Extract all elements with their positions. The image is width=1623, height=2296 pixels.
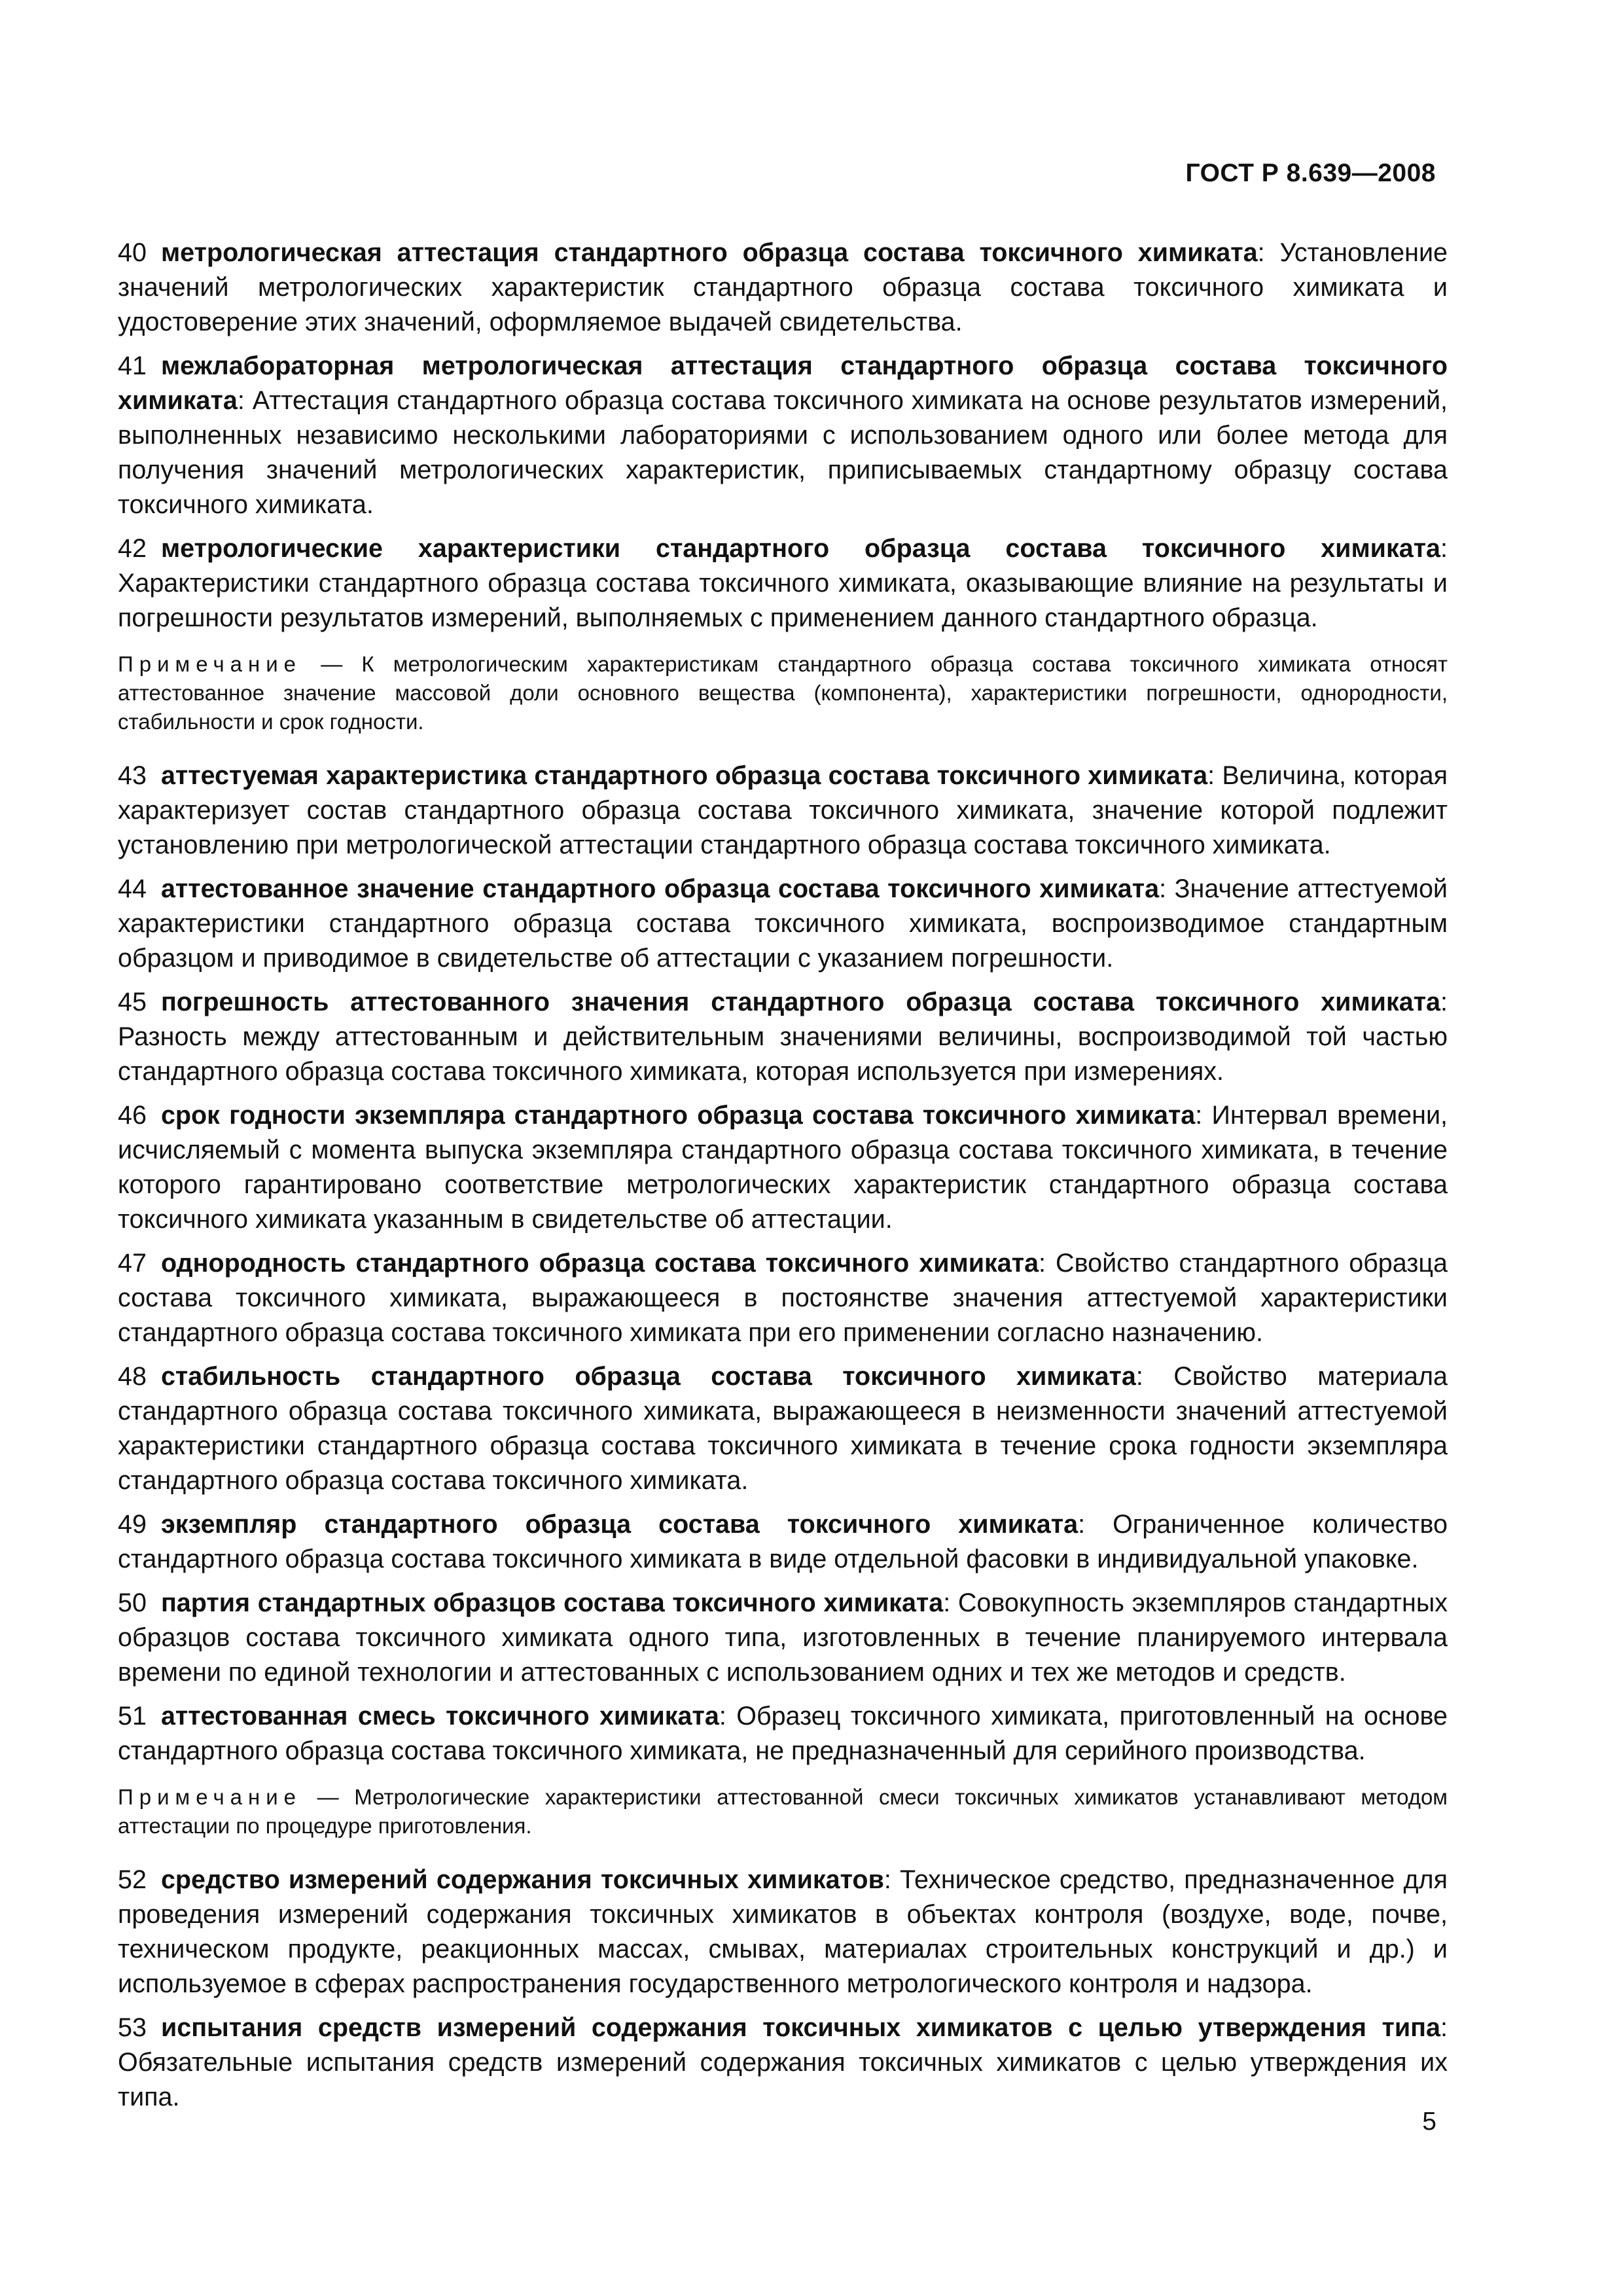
term-45 xyxy=(118,985,1448,1089)
term-43 xyxy=(118,759,1448,863)
term-name: метрологические характеристики стандартного образца состава токсичного химиката xyxy=(160,534,1441,563)
term-definition: : Разность между аттестованным и действительным значениями величины, воспроизводимой той частью стандартного образца состава токсичного химиката, которая используется при измерениях. xyxy=(118,988,1448,1086)
note-label: Примечание xyxy=(118,1785,302,1809)
term-number: 43 xyxy=(118,761,147,790)
term-48 xyxy=(118,1359,1448,1498)
term-name: аттестованная смесь токсичного химиката xyxy=(160,1702,719,1731)
term-name: аттестованное значение стандартного образца состава токсичного химиката xyxy=(160,874,1160,903)
term-name: испытания средств измерений содержания токсичных химикатов с целью утверждения типа xyxy=(160,2013,1441,2042)
term-number: 44 xyxy=(118,874,147,903)
term-name: аттестуемая характеристика стандартного образца состава токсичного химиката xyxy=(160,761,1208,790)
page-number: 5 xyxy=(1422,2108,1436,2136)
note-label: Примечание xyxy=(118,652,302,676)
term-number: 53 xyxy=(118,2013,147,2042)
term-definition: : Установление значений метрологических характеристик стандартного образца состава токсичного химиката и удостоверение этих значений, оформляемое выдачей свидетельства. xyxy=(118,238,1448,336)
terms-list xyxy=(118,236,1448,2124)
term-definition: : Техническое средство, предназначенное для проведения измерений содержания токсичных химикатов в объектах контроля (воздухе, воде, почве, техническом продукте, реакционных массах, смывах, материалах строительных конструкций и др.) и используемое в сферах распространения государственного метрологического контроля и надзора. xyxy=(118,1865,1448,1998)
term-number: 48 xyxy=(118,1362,147,1391)
term-53 xyxy=(118,2011,1448,2115)
term-definition: : Интервал времени, исчисляемый с момента выпуска экземпляра стандартного образца состава токсичного химиката, в течение которого гарантировано соответствие метрологических характеристик стандартного образца состава токсичного химиката указанным в свидетельстве об аттестации. xyxy=(118,1101,1448,1234)
term-name: метрологическая аттестация стандартного образца состава токсичного химиката xyxy=(160,238,1258,267)
term-definition: : Величина, которая характеризует состав стандартного образца состава токсичного химиката, значение которой подлежит установлению при метрологической аттестации стандартного образца состава токсичного химиката. xyxy=(118,761,1448,859)
term-47 xyxy=(118,1246,1448,1350)
term-number: 40 xyxy=(118,238,147,267)
term-41 xyxy=(118,349,1448,522)
note-text: — Метрологические характеристики аттестованной смеси токсичных химикатов устанавливают методом аттестации по процедуре приготовления. xyxy=(118,1785,1448,1838)
term-definition: : Обязательные испытания средств измерений содержания токсичных химикатов с целью утверждения их типа. xyxy=(118,2013,1448,2111)
term-52 xyxy=(118,1863,1448,2001)
term-42 xyxy=(118,531,1448,636)
term-name: межлабораторная метрологическая аттестация стандартного образца состава токсичного химиката xyxy=(118,351,1448,415)
term-name: экземпляр стандартного образца состава токсичного химиката xyxy=(160,1510,1079,1539)
term-name: средство измерений содержания токсичных химикатов xyxy=(160,1865,884,1894)
term-definition: : Свойство стандартного образца состава токсичного химиката, выражающееся в постоянстве значения аттестуемой характеристики стандартного образца состава токсичного химиката при его применении согласно назначению. xyxy=(118,1249,1448,1347)
term-46 xyxy=(118,1098,1448,1237)
term-definition: : Аттестация стандартного образца состава токсичного химиката на основе результатов измерений, выполненных независимо несколькими лабораториями с использованием одного или более метода для получения значений метрологических характеристик, приписываемых стандартному образцу состава токсичного химиката. xyxy=(118,386,1448,519)
term-name: партия стандартных образцов состава токсичного химиката xyxy=(160,1588,944,1617)
term-number: 49 xyxy=(118,1510,147,1539)
term-49 xyxy=(118,1507,1448,1577)
term-definition: : Свойство материала стандартного образца состава токсичного химиката, выражающееся в неизменности значений аттестуемой характеристики стандартного образца состава токсичного химиката в течение срока годности экземпляра стандартного образца состава токсичного химиката. xyxy=(118,1362,1448,1495)
term-name: погрешность аттестованного значения стандартного образца состава токсичного химиката xyxy=(160,988,1441,1016)
term-definition: : Ограниченное количество стандартного образца состава токсичного химиката в виде отдельной фасовки в индивидуальной упаковке. xyxy=(118,1510,1448,1573)
term-44 xyxy=(118,872,1448,976)
term-definition: : Образец токсичного химиката, приготовленный на основе стандартного образца состава токсичного химиката, не предназначенный для серийного производства. xyxy=(118,1702,1448,1765)
term-name: однородность стандартного образца состава токсичного химиката xyxy=(160,1249,1039,1278)
term-name: срок годности экземпляра стандартного образца состава токсичного химиката xyxy=(160,1101,1196,1130)
note-2 xyxy=(118,1783,1448,1840)
term-51 xyxy=(118,1699,1448,1768)
note-text: — К метрологическим характеристикам стандартного образца состава токсичного химиката относят аттестованное значение массовой доли основного вещества (компонента), характеристики погрешности, однородности, стабильности и срок годности. xyxy=(118,652,1448,734)
term-50 xyxy=(118,1586,1448,1690)
term-definition: : Совокупность экземпляров стандартных образцов состава токсичного химиката одного типа, изготовленных в течение планируемого интервала времени по единой технологии и аттестованных с использованием одних и тех же методов и средств. xyxy=(118,1588,1448,1687)
term-number: 47 xyxy=(118,1249,147,1278)
term-number: 52 xyxy=(118,1865,147,1894)
term-number: 51 xyxy=(118,1702,147,1731)
term-number: 42 xyxy=(118,534,147,563)
term-definition: : Значение аттестуемой характеристики стандартного образца состава токсичного химиката, воспроизводимое стандартным образцом и приводимое в свидетельстве об аттестации с указанием погрешности. xyxy=(118,874,1448,973)
note-1 xyxy=(118,650,1448,736)
term-number: 41 xyxy=(118,351,147,380)
term-40 xyxy=(118,236,1448,340)
term-name: стабильность стандартного образца состава токсичного химиката xyxy=(160,1362,1136,1391)
term-number: 46 xyxy=(118,1101,147,1130)
term-number: 45 xyxy=(118,988,147,1016)
term-definition: : Характеристики стандартного образца состава токсичного химиката, оказывающие влияние на результаты и погрешности результатов измерений, выполняемых с применением данного стандартного образца. xyxy=(118,534,1448,632)
document-code: ГОСТ Р 8.639—2008 xyxy=(1185,159,1436,187)
term-number: 50 xyxy=(118,1588,147,1617)
